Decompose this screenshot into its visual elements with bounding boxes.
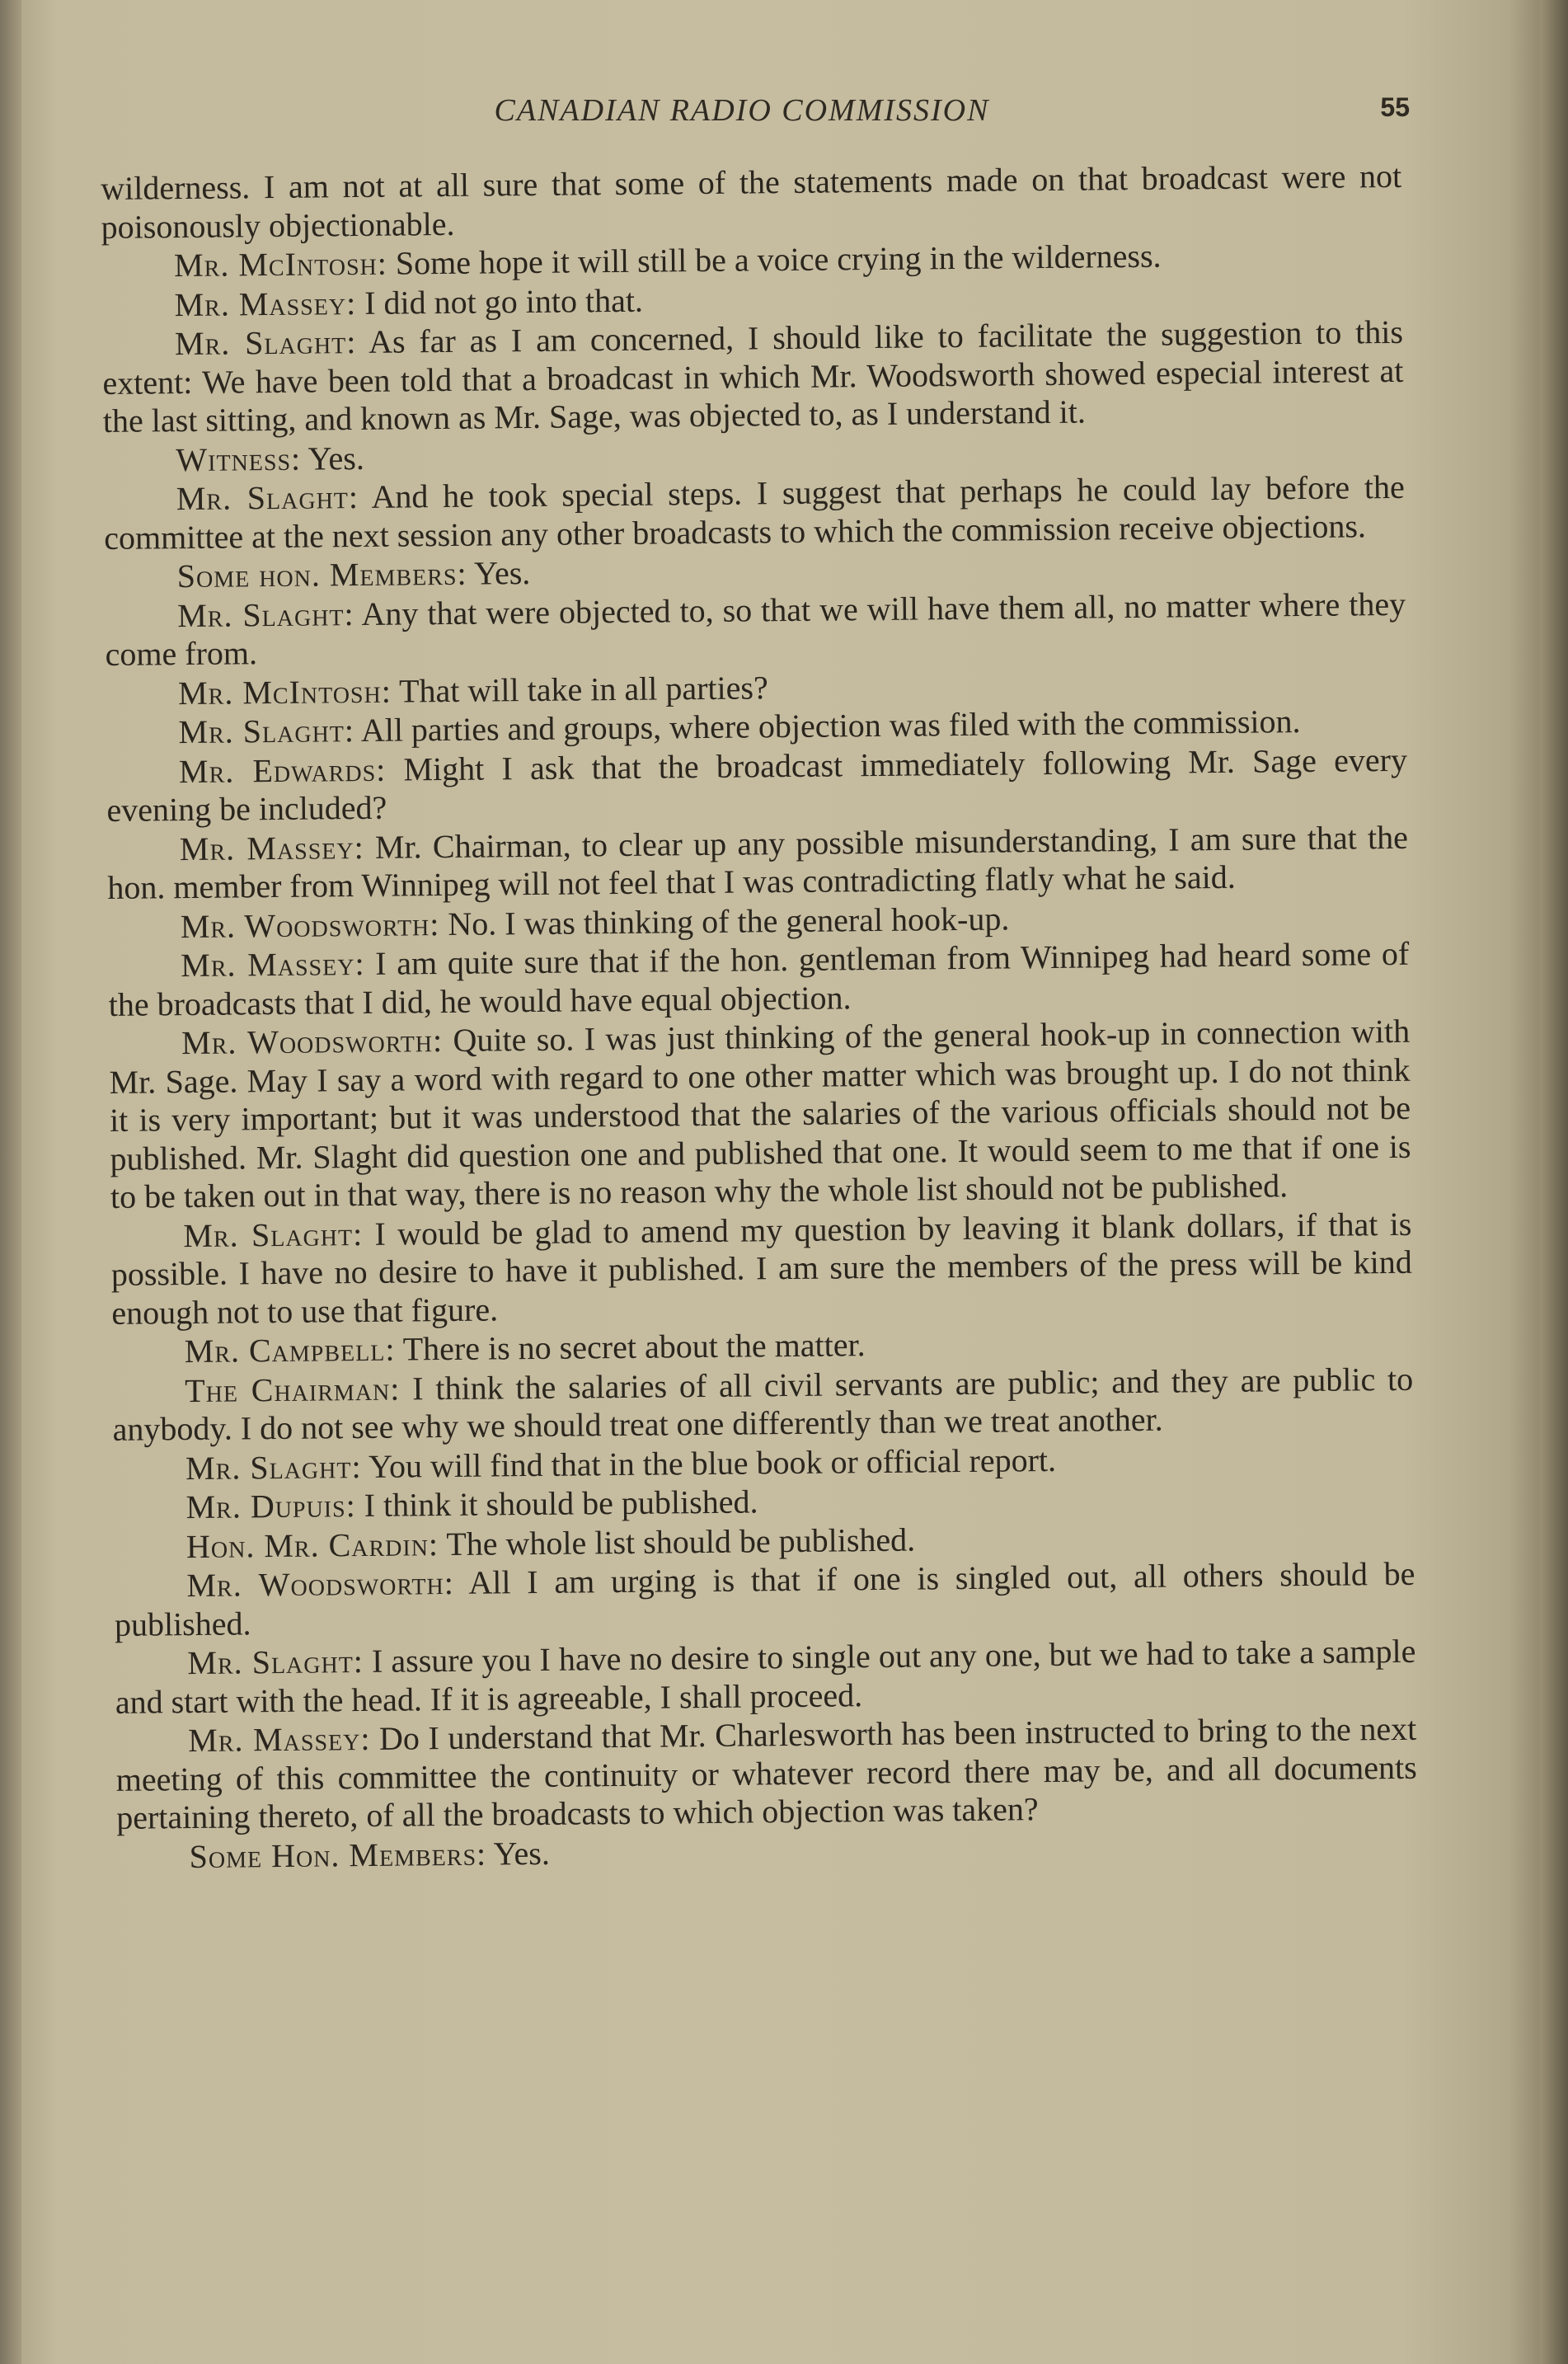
speech-text: Yes. [473,554,531,592]
speaker-name: Some Hon. Members: [189,1835,487,1875]
paragraph-text: wilderness. I am not at all sure that some of the statements made on that broadcast were not poisonously objectionable. [101,157,1402,246]
speech-text: Yes. [307,439,365,477]
speech-text: Mr. Chairman, to clear up any possible misunderstanding, I am sure that the hon. member from Winnipeg will not feel that I was contradicting flatly what he said. [107,818,1409,906]
speaker-name: Mr. Slaght: [185,1447,362,1487]
page-header [107,92,1410,142]
page-number: 55 [1380,92,1410,122]
speaker-name: Mr. Campbell: [184,1330,396,1370]
speech-text: There is no secret about the matter. [402,1326,866,1368]
speech-text: As far as I am concerned, I should like to facilitate the suggestion to this extent: We have been told that a broadcast in which Mr. Woodsworth showed especial interest at the last sitting, and known as Mr. Sage, was objected to, as I understand it. [102,313,1404,439]
speaker-name: Some hon. Members: [176,554,467,595]
speaker-name: Mr. Massey: [179,828,364,867]
speech-paragraph [115,1633,1416,1722]
speaker-name: Mr. Slaght: [187,1643,364,1682]
speech-text: I assure you I have no desire to single out any one, but we had to take a sample and start with the head. If it is agreeable, I shall proceed. [115,1632,1416,1721]
speech-text: All parties and groups, where objection was filed with the commission. [360,703,1301,749]
speaker-name: Mr. McIntosh: [177,672,392,712]
speech-text: The whole list should be published. [446,1520,916,1563]
speech-paragraph [109,1013,1411,1217]
speaker-name: Mr. Slaght: [178,712,355,751]
running-title: CANADIAN RADIO COMMISSION [494,93,990,128]
speaker-name: Mr. Slaght: [183,1215,364,1254]
speaker-name: Mr. McIntosh: [173,244,388,284]
page-binding-edge [1540,0,1568,2364]
speech-text: And he took special steps. I suggest that perhaps he could lay before the committee at the next session any other broadcasts to which the commission receive objections. [104,468,1405,557]
page-gutter-left [0,0,21,2364]
speaker-name: Witness: [176,439,302,478]
speaker-name: Mr. Woodsworth: [180,905,440,945]
speech-paragraph [105,585,1406,674]
speech-text: I think it should be published. [364,1483,758,1525]
speech-paragraph [107,818,1409,907]
speech-text: Might I ask that the broadcast immediately following Mr. Sage every evening be included? [106,740,1408,829]
speaker-name: Hon. Mr. Cardin: [185,1525,439,1565]
speaker-name: The Chairman: [184,1370,401,1409]
speaker-name: Mr. Massey: [181,944,365,985]
speech-paragraph [104,468,1406,557]
speech-text: Do I understand that Mr. Charlesworth has been instructed to bring to the next meeting of this committee the continuity or whatever record there may be, and all documents pertaining thereto, of all the broadcasts to which objection was taken? [115,1709,1417,1836]
speech-paragraph [112,1360,1414,1449]
speaker-name: Mr. Slaght: [176,478,359,518]
transcript-body [101,157,1418,1878]
speech-text: I am quite sure that if the hon. gentleman from Winnipeg had heard some of the broadcasts that I did, he would have equal objection. [108,934,1410,1023]
speaker-name: Mr. Dupuis: [185,1487,356,1526]
speaker-name: Mr. Slaght: [174,323,357,363]
paragraph [101,157,1402,247]
speaker-name: Mr. Woodsworth: [181,1022,444,1062]
speech-paragraph [110,1205,1412,1332]
speaker-name: Mr. Massey: [174,284,357,323]
speaker-name: Mr. Massey: [188,1719,371,1760]
speech-paragraph [115,1710,1417,1838]
speaker-name: Mr. Woodsworth: [186,1563,455,1605]
speech-text: I would be glad to amend my question by leaving it blank dollars, if that is possible. I have no desire to have it published. I am sure the members of the press will be kind enough not to use that figure. [110,1205,1413,1332]
speech-text: I think the salaries of all civil servants are public; and they are public to anybody. I do not see why we should treat one differently than we treat another. [112,1360,1414,1448]
speech-text: Any that were objected to, so that we will have them all, no matter where they come from. [105,585,1406,673]
speech-text: You will find that in the blue book or official report. [368,1440,1057,1485]
speech-text: Yes. [493,1834,551,1873]
speech-text: That will take in all parties? [398,668,768,710]
speech-text: I did not go into that. [364,281,644,322]
speech-text: No. I was thinking of the general hook-up. [448,899,1010,942]
speech-paragraph [102,313,1404,441]
speech-text: Quite so. I was just thinking of the general hook-up in connection with Mr. Sage. May I say a word with regard to one other matter which was brought up. I do not think it is very important; but it was understood that the salaries of the various officials should not be published. Mr. Slaght did question one and published that one. It would seem to me that if one is to be taken out in that way, there is no reason why the whole list should not be published. [109,1012,1411,1215]
speech-paragraph [114,1555,1415,1644]
speech-text: All I am urging is that if one is singled out, all others should be published. [114,1554,1415,1643]
speaker-name: Mr. Edwards: [178,750,387,790]
speech-text: Some hope it will still be a voice crying in the wilderness. [395,237,1162,282]
speaker-name: Mr. Slaght: [176,595,354,634]
speech-paragraph [106,740,1408,830]
speech-paragraph [108,935,1410,1024]
